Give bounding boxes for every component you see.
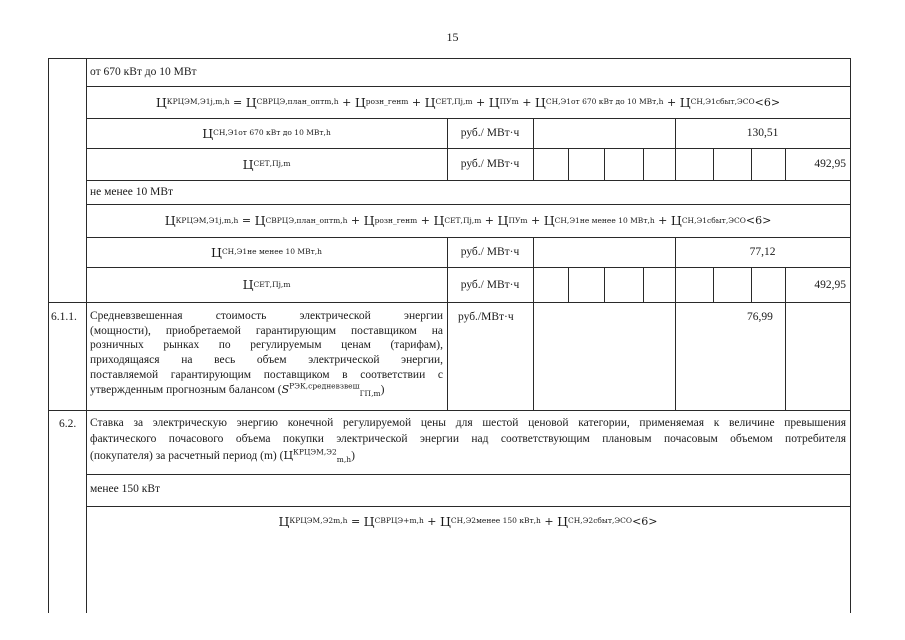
block-b-row1-value: 77,12 bbox=[749, 246, 776, 258]
formula-symbol: Ц bbox=[155, 94, 167, 110]
vline bbox=[604, 267, 605, 302]
vline bbox=[533, 237, 534, 302]
footnote-ref: <6> bbox=[754, 95, 781, 109]
block-a-row1-unit: руб./ МВт·ч bbox=[460, 127, 520, 139]
block-a-row2-unit: руб./ МВт·ч bbox=[460, 158, 520, 170]
block-a-row2-value: 492,95 bbox=[814, 158, 846, 170]
page-number: 15 bbox=[446, 30, 459, 44]
block-b-formula: Ц КРЦЭМ,Э1 j,m,h = Ц СВРЦЭ,план_опт m,h + Ц розн_ген m + Ц СЕТ,П j,m + Ц ПУ m + Ц СН,Э1 не менее 10 МВт,h + Ц СН,Э1 сбыт,ЭСО <6> bbox=[164, 213, 772, 228]
hline bbox=[48, 302, 851, 303]
item-611-number: 6.1.1. bbox=[51, 311, 77, 323]
block-a-formula: Ц КРЦЭМ,Э1 j,m,h = Ц СВРЦЭ,план_опт m,h + Ц розн_ген m + Ц СЕТ,П j,m + Ц ПУ m + Ц СН,Э1 от 670 кВт до 10 МВт,h + Ц СН,Э1 сбыт,ЭСО <6> bbox=[155, 94, 781, 110]
table-border-left bbox=[48, 58, 49, 613]
vline bbox=[533, 118, 534, 180]
vline bbox=[604, 148, 605, 180]
item-62-number: 6.2. bbox=[59, 418, 77, 430]
block-b-heading: не менее 10 МВт bbox=[90, 186, 174, 198]
vline bbox=[751, 267, 752, 302]
table-border-top bbox=[48, 58, 851, 59]
table-border-right bbox=[850, 58, 851, 613]
block-a-row1-value: 130,51 bbox=[746, 127, 779, 139]
vline bbox=[785, 302, 786, 410]
block-c-heading: менее 150 кВт bbox=[90, 483, 161, 495]
vline bbox=[533, 302, 534, 410]
vline bbox=[643, 148, 644, 180]
block-b-row2-value: 492,95 bbox=[814, 278, 846, 291]
block-b-row2-unit: руб./ МВт·ч bbox=[460, 278, 520, 291]
vline bbox=[675, 302, 676, 410]
block-b-row2-label: Ц СЕТ,П j,m bbox=[242, 277, 291, 292]
item-611-text: Средневзвешенная стоимость электрической энергии (мощности), приобретаемой гарантирующим поставщиком на розничных рынках по регулируемым ценам (тарифам), приходящаяся на весь объем электрической энергии, поставляемой гарантирующим поставщиком в соответствии с утвержденным прогнозным балансом $(S^{РЭК,средневзвеш}_{ГП,m})$ bbox=[90, 310, 443, 398]
vline bbox=[447, 302, 448, 410]
hline bbox=[86, 180, 851, 181]
block-b-row1-unit: руб./ МВт·ч bbox=[460, 246, 520, 258]
block-c-formula: Ц КРЦЭМ,Э2 m,h = Ц СВРЦЭ+ m,h + Ц СН,Э2 менее 150 кВт,h + Ц СН,Э2 сбыт,ЭСО <6> bbox=[278, 513, 658, 529]
item-62-text: Ставка за электрическую энергию конечной регулируемой цены для шестой ценовой категории, применяемая к величине превышения фактического почасового объема покупки электрической энергии над соответствующим плановым почасовым объемом потребителя (покупателя) за расчетный период (m) $(Ц^{КРЦЭМ,Э2}_{m,h})$ bbox=[90, 417, 846, 464]
vline bbox=[675, 148, 676, 180]
footnote-ref: <6> bbox=[632, 514, 658, 528]
block-a-row1-label: Ц СН,Э1 от 670 кВт до 10 МВт,h bbox=[202, 125, 331, 141]
item-611-value: 76,99 bbox=[747, 311, 773, 323]
item-611-unit: руб./МВт·ч bbox=[458, 311, 514, 323]
vline bbox=[713, 148, 714, 180]
vline bbox=[643, 267, 644, 302]
block-a-heading: от 670 кВт до 10 МВт bbox=[90, 66, 197, 78]
vline bbox=[675, 267, 676, 302]
vline bbox=[568, 267, 569, 302]
block-a-row2-label: Ц СЕТ,П j,m bbox=[242, 156, 291, 172]
vline bbox=[751, 148, 752, 180]
vline bbox=[568, 148, 569, 180]
vline bbox=[713, 267, 714, 302]
footnote-ref: <6> bbox=[745, 214, 772, 227]
block-b-row1-label: Ц СН,Э1 не менее 10 МВт,h bbox=[211, 244, 322, 260]
